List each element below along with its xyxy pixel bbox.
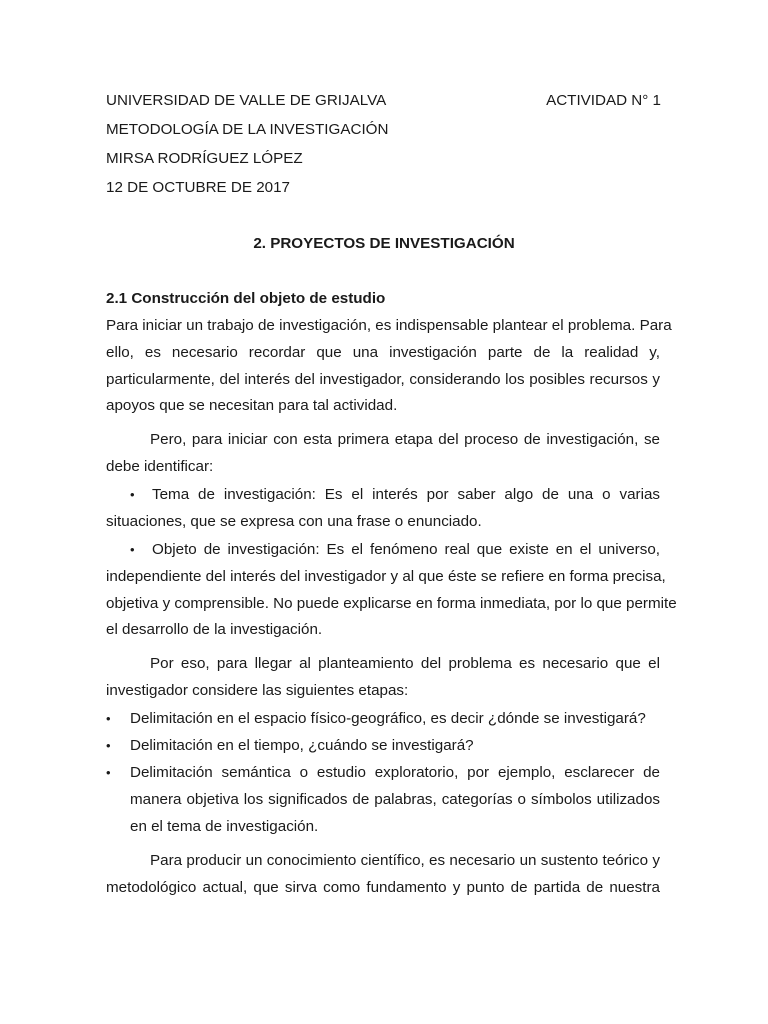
bullet-text: manera objetiva los significados de palabras, categorías o símbolos utilizados [130,790,660,808]
paragraph-line: Para iniciar un trabajo de investigación, es indispensable plantear el problema. Para [106,317,672,334]
bullet-text: Delimitación en el tiempo, ¿cuándo se investigará? [130,737,474,754]
paragraph-line: debe identificar: [106,457,214,475]
section-title: 2. PROYECTOS DE INVESTIGACIÓN [253,235,515,252]
bullet-dot-icon: • [130,487,135,502]
paragraph-line: apoyos que se necesitan para tal actividad. [106,397,398,415]
bullet-tiempo [106,733,660,760]
paragraph-line: independiente del interés del investigador y al que éste se refiere en forma precisa, [106,567,666,585]
bullet-dot-icon: • [130,542,135,557]
bullet-dot-icon: • [106,765,111,780]
paragraph-line: Para producir un conocimiento científico, es necesario un sustento teórico y [150,852,660,869]
paragraph-line: situaciones, que se expresa con una frase o enunciado. [106,512,482,530]
paragraph-identify [106,427,660,481]
university-name: UNIVERSIDAD DE VALLE DE GRIJALVA [106,92,387,109]
bullet-text: Delimitación en el espacio físico-geográfico, es decir ¿dónde se investigará? [130,710,646,727]
paragraph-line: metodológico actual, que sirva como fundamento y punto de partida de nuestra [106,878,660,896]
course-name: METODOLOGÍA DE LA INVESTIGACIÓN [106,121,389,138]
bullet-dot-icon: • [106,738,111,753]
paragraph-line: investigador considere las siguientes etapas: [106,681,409,699]
author-name: MIRSA RODRÍGUEZ LÓPEZ [106,150,303,167]
paragraph-line: particularmente, del interés del investigador, considerando los posibles recursos y [106,370,660,388]
paragraph-line: Pero, para iniciar con esta primera etapa del proceso de investigación, se [150,431,660,448]
bullet-text: Objeto de investigación: Es el fenómeno real que existe en el universo, [152,541,660,558]
paragraph-stages [106,651,660,705]
bullet-semantica [106,760,660,841]
activity-number: ACTIVIDAD N° 1 [546,92,661,109]
paragraph-line: ello, es necesario recordar que una investigación parte de la realidad y, [106,343,660,361]
subsection-title: 2.1 Construcción del objeto de estudio [106,290,386,307]
paragraph-line: el desarrollo de la investigación. [106,621,323,639]
bullet-text: en el tema de investigación. [130,817,319,835]
paragraph-conocimiento [106,848,660,902]
paragraph-line [106,537,660,564]
bullet-text: Delimitación semántica o estudio exploratorio, por ejemplo, esclarecer de [130,764,660,781]
paragraph-intro [106,313,672,420]
bullet-espacio [106,706,660,733]
paragraph-line [106,482,660,509]
bullet-text: Tema de investigación: Es el interés por saber algo de una o varias [152,486,660,503]
bullet-objeto [106,537,677,644]
paragraph-line: Por eso, para llegar al planteamiento del problema es necesario que el [150,655,660,672]
bullet-dot-icon: • [106,711,111,726]
paragraph-line: objetiva y comprensible. No puede explicarse en forma inmediata, por lo que permite [106,594,677,612]
document-date: 12 DE OCTUBRE DE 2017 [106,179,291,196]
bullet-tema [106,482,660,536]
